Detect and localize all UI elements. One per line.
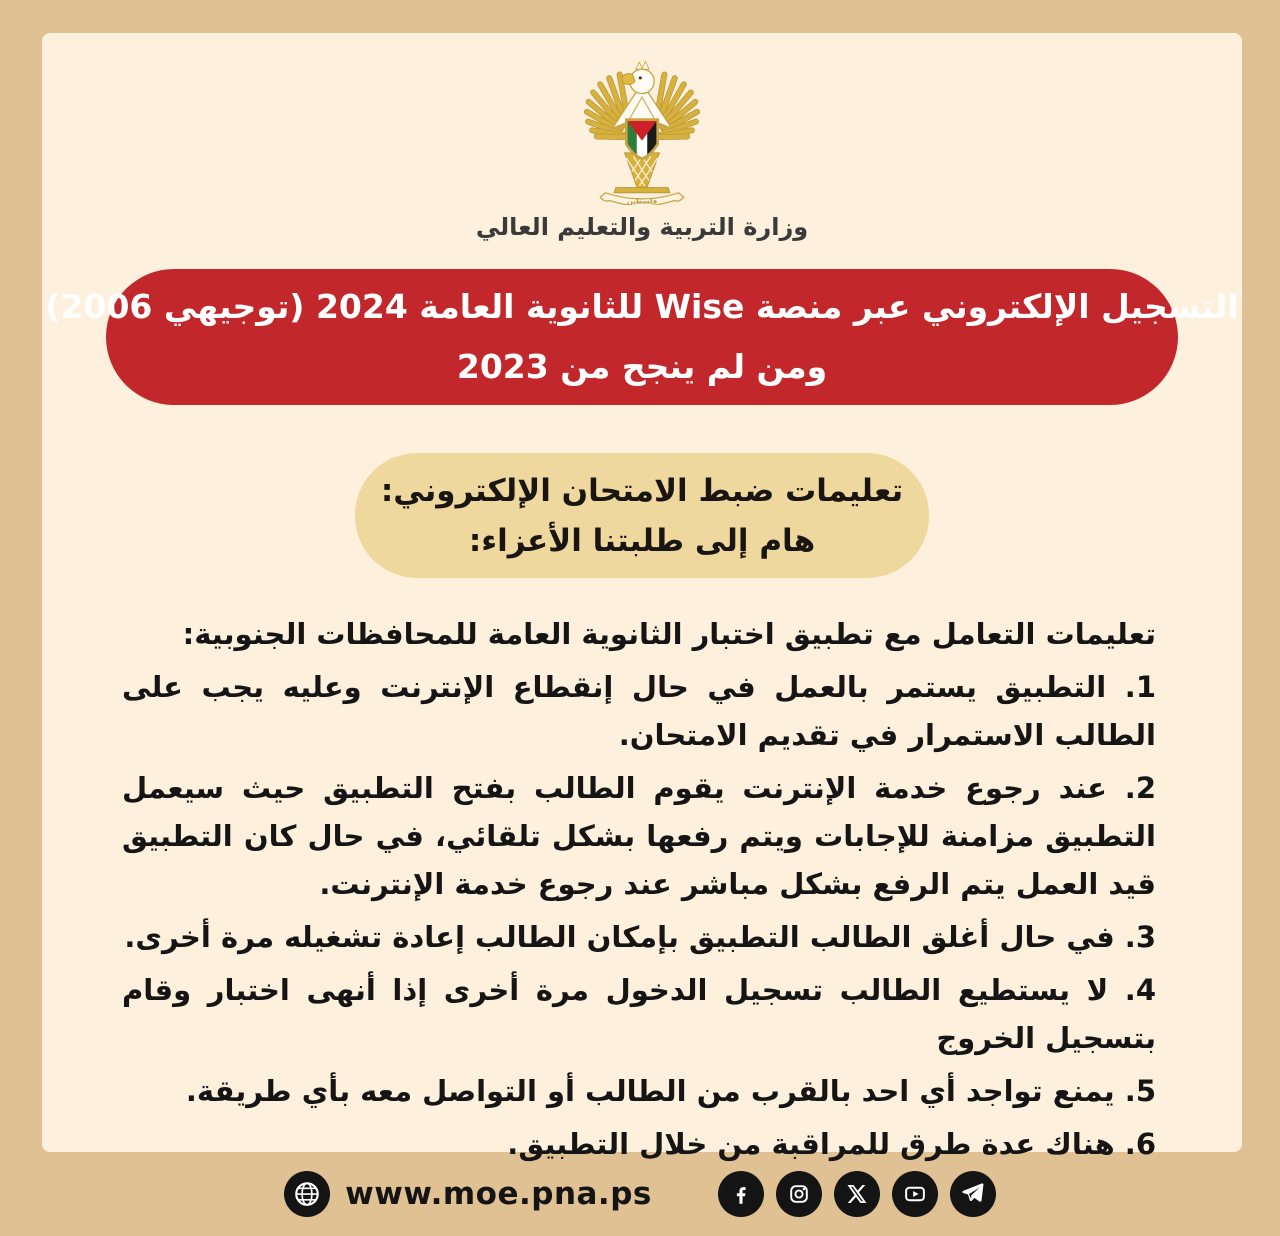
subtitle-pill bbox=[355, 453, 929, 578]
website-url[interactable]: www.moe.pna.ps bbox=[345, 1176, 652, 1212]
title-banner bbox=[45, 269, 1239, 405]
instructions-intro: تعليمات التعامل مع تطبيق اختبار الثانوية العامة للمحافظات الجنوبية: bbox=[182, 617, 1156, 651]
youtube-icon[interactable] bbox=[892, 1171, 938, 1217]
social-icons bbox=[718, 1171, 996, 1217]
content-card bbox=[42, 33, 1242, 1161]
telegram-icon[interactable] bbox=[950, 1171, 996, 1217]
instagram-icon[interactable] bbox=[776, 1171, 822, 1217]
instruction-item-5: 5. يمنع تواجد أي احد بالقرب من الطالب أو التواصل معه بأي طريقة. bbox=[185, 1074, 1156, 1108]
emblem-container bbox=[42, 33, 1242, 205]
subtitle-line-1: تعليمات ضبط الامتحان الإلكتروني: bbox=[380, 472, 904, 509]
instruction-item-4: 4. لا يستطيع الطالب تسجيل الدخول مرة أخرى إذا أنهى اختبار وقام بتسجيل الخروج bbox=[122, 973, 1156, 1055]
globe-icon bbox=[284, 1171, 330, 1217]
banner-line-1: التسجيل الإلكتروني عبر منصة Wise للثانوية العامة 2024 (توجيهي 2006) bbox=[45, 287, 1239, 326]
instruction-item-6: 6. هناك عدة طرق للمراقبة من خلال التطبيق. bbox=[507, 1127, 1156, 1161]
subtitle-line-2: هام إلى طلبتنا الأعزاء: bbox=[468, 522, 816, 559]
instruction-item-2: 2. عند رجوع خدمة الإنترنت يقوم الطالب بفتح التطبيق حيث سيعمل التطبيق مزامنة للإجابات ويتم رفعها بشكل تلقائي، في حال كان التطبيق قيد العمل يتم الرفع بشكل مباشر عند رجوع خدمة الإنترنت. bbox=[122, 771, 1156, 901]
website-group bbox=[284, 1171, 652, 1217]
instruction-item-1: 1. التطبيق يستمر بالعمل في حال إنقطاع الإنترنت وعليه يجب على الطالب الاستمرار في تقديم الامتحان. bbox=[122, 670, 1156, 752]
facebook-icon[interactable] bbox=[718, 1171, 764, 1217]
palestinian-eagle-emblem-icon bbox=[553, 57, 731, 205]
emblem-scroll-text: فلسطين bbox=[626, 197, 658, 205]
instruction-item-3: 3. في حال أغلق الطالب التطبيق بإمكان الطالب إعادة تشغيله مرة أخرى. bbox=[124, 920, 1156, 954]
ministry-name: وزارة التربية والتعليم العالي bbox=[475, 213, 809, 241]
instructions-section bbox=[122, 610, 1156, 1168]
footer-bar bbox=[0, 1152, 1280, 1236]
banner-line-2: ومن لم ينجح من 2023 bbox=[456, 347, 828, 386]
x-icon[interactable] bbox=[834, 1171, 880, 1217]
